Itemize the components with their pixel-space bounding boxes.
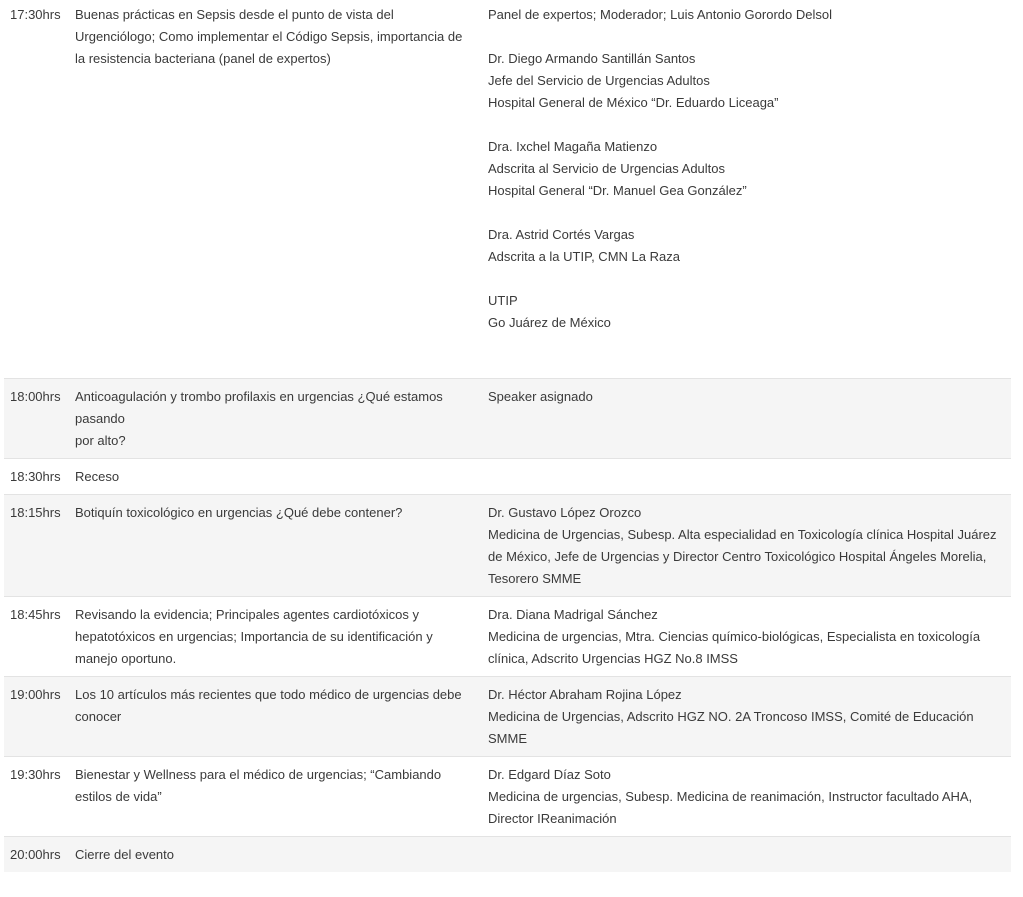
speaker-detail: Director IReanimación <box>488 811 617 826</box>
schedule-row <box>4 677 1011 757</box>
topic-line: Anticoagulación y trombo profilaxis en urgencias ¿Qué estamos <box>75 389 443 404</box>
row-speaker <box>488 837 1011 872</box>
row-topic <box>75 459 488 494</box>
topic-line: Los 10 artículos más recientes que todo médico de urgencias debe <box>75 687 462 702</box>
row-time: 19:00hrs <box>10 687 61 702</box>
schedule-row <box>4 0 1011 379</box>
row-speaker <box>488 459 1011 494</box>
speaker-detail: Medicina de Urgencias, Adscrito HGZ NO. 2A Troncoso IMSS, Comité de Educación <box>488 709 974 724</box>
speaker-detail: de México, Jefe de Urgencias y Director Centro Toxicológico Hospital Ángeles Morelia, <box>488 549 987 564</box>
row-time: 18:00hrs <box>10 389 61 404</box>
speaker-name: Dra. Diana Madrigal Sánchez <box>488 607 658 622</box>
schedule-row <box>4 379 1011 459</box>
row-topic <box>75 837 488 872</box>
speaker-institution: Hospital General “Dr. Manuel Gea González” <box>488 183 747 198</box>
speaker-detail: Tesorero SMME <box>488 571 582 586</box>
row-time: 19:30hrs <box>10 767 61 782</box>
topic-line: la resistencia bacteriana (panel de expertos) <box>75 51 331 66</box>
row-speaker <box>488 495 1011 596</box>
topic-line: por alto? <box>75 433 126 448</box>
schedule-row <box>4 757 1011 837</box>
row-time: 17:30hrs <box>10 7 61 22</box>
speaker-name: Dra. Ixchel Magaña Matienzo <box>488 139 658 154</box>
speaker-institution: Go Juárez de México <box>488 315 611 330</box>
speaker-detail: SMME <box>488 731 527 746</box>
row-topic <box>75 757 488 836</box>
speaker-role: Adscrita al Servicio de Urgencias Adultos <box>488 161 726 176</box>
topic-line: conocer <box>75 709 122 724</box>
topic-line: Buenas prácticas en Sepsis desde el punto de vista del <box>75 7 394 22</box>
schedule-table <box>4 0 1011 872</box>
topic-line: pasando <box>75 411 125 426</box>
speaker-detail: Medicina de urgencias, Subesp. Medicina de reanimación, Instructor facultado AHA, <box>488 789 973 804</box>
speaker-role: Adscrita a la UTIP, CMN La Raza <box>488 249 680 264</box>
schedule-row <box>4 597 1011 677</box>
topic-line: manejo oportuno. <box>75 651 177 666</box>
row-topic <box>75 597 488 676</box>
row-topic <box>75 677 488 756</box>
speaker-name: Dr. Gustavo López Orozco <box>488 505 642 520</box>
speaker-institution: Hospital General de México “Dr. Eduardo Liceaga” <box>488 95 779 110</box>
row-speaker <box>488 757 1011 836</box>
speaker-name: Dr. Edgard Díaz Soto <box>488 767 611 782</box>
schedule-row <box>4 837 1011 872</box>
row-topic <box>75 0 488 378</box>
topic-line: Botiquín toxicológico en urgencias ¿Qué debe contener? <box>75 505 403 520</box>
speaker-role: Jefe del Servicio de Urgencias Adultos <box>488 73 710 88</box>
row-time: 18:30hrs <box>10 469 61 484</box>
speaker-name: Dr. Diego Armando Santillán Santos <box>488 51 696 66</box>
topic-line: Cierre del evento <box>75 847 174 862</box>
row-speaker <box>488 379 1011 458</box>
topic-line: hepatotóxicos en urgencias; Importancia de su identificación y <box>75 629 433 644</box>
speaker-detail: Medicina de Urgencias, Subesp. Alta especialidad en Toxicología clínica Hospital Juárez <box>488 527 997 542</box>
row-topic <box>75 379 488 458</box>
topic-line: Urgenciólogo; Como implementar el Código Sepsis, importancia de <box>75 29 463 44</box>
speaker-name: Dra. Astrid Cortés Vargas <box>488 227 635 242</box>
schedule-row <box>4 495 1011 597</box>
moderator-line: Panel de expertos; Moderador; Luis Antonio Gorordo Delsol <box>488 7 832 22</box>
speaker-name: Dr. Héctor Abraham Rojina López <box>488 687 682 702</box>
row-time: 20:00hrs <box>10 847 61 862</box>
row-time: 18:45hrs <box>10 607 61 622</box>
row-speaker <box>488 0 1011 378</box>
row-time: 18:15hrs <box>10 505 61 520</box>
speaker-detail: Medicina de urgencias, Mtra. Ciencias químico-biológicas, Especialista en toxicología <box>488 629 981 644</box>
topic-line: Revisando la evidencia; Principales agentes cardiotóxicos y <box>75 607 419 622</box>
row-speaker <box>488 677 1011 756</box>
row-speaker <box>488 597 1011 676</box>
topic-line: Bienestar y Wellness para el médico de urgencias; “Cambiando <box>75 767 442 782</box>
speaker-name: UTIP <box>488 293 518 308</box>
speaker-detail: clínica, Adscrito Urgencias HGZ No.8 IMSS <box>488 651 738 666</box>
topic-line: estilos de vida” <box>75 789 162 804</box>
topic-line: Receso <box>75 469 120 484</box>
speaker-name: Speaker asignado <box>488 389 593 404</box>
schedule-row <box>4 459 1011 495</box>
row-topic <box>75 495 488 596</box>
